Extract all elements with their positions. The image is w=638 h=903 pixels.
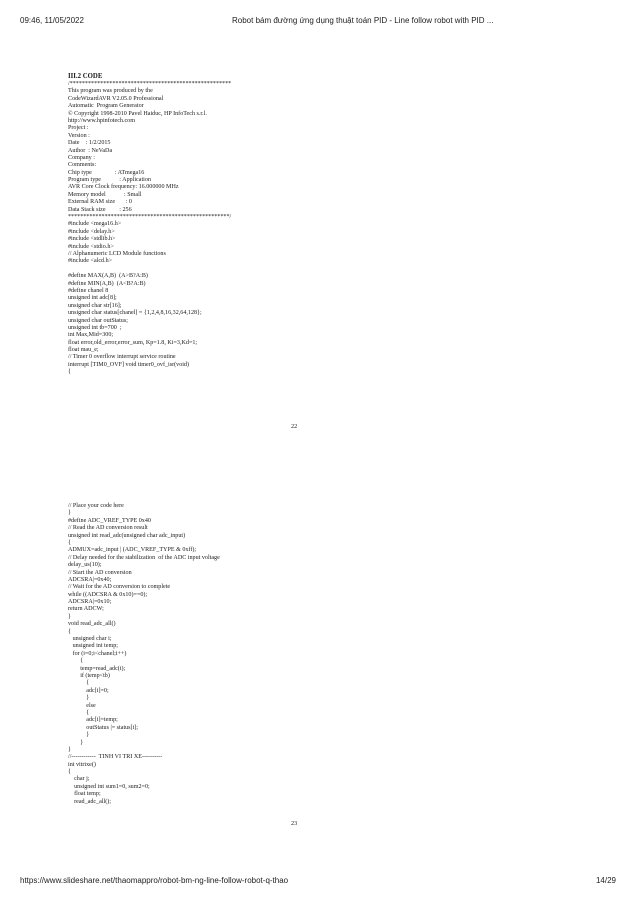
code-line: temp=read_adc(i); [68,665,126,672]
code-line: #include <alcd.h> [68,258,113,265]
code-line: #define MAX(A,B) (A>B?A:B) [68,273,148,280]
code-block [68,503,608,806]
code-line: unsigned char status[chanel] = {1,2,4,8,16,32,64,128}; [68,310,202,317]
code-line: #define MIN(A,B) (A<B?A:B) [68,280,146,287]
code-line: Program type : Application [68,177,151,184]
code-line: } [68,695,90,702]
code-line: CodeWizardAVR V2.05.0 Professional [68,95,164,102]
code-line: Data Stack size : 256 [68,206,132,213]
code-line: unsigned int temp; [68,643,118,650]
code-line: unsigned int sum1=0, sum2=0; [68,783,150,790]
print-timestamp: 09:46, 11/05/2022 [20,16,84,25]
code-line: #define ADC_VREF_TYPE 0x40 [68,517,151,524]
code-line: interrupt [TIM0_OVF] void timer0_ovf_isr(void) [68,361,190,368]
document-page-23 [68,503,608,806]
code-line: return ADCW; [68,606,104,613]
code-line: } [68,746,71,753]
code-block [68,81,608,377]
code-line: unsigned char outStatus; [68,317,128,324]
print-page-counter: 14/29 [595,876,616,885]
code-line: AVR Core Clock frequency: 16.000000 MHz [68,184,179,191]
code-line: This program was produced by the [68,88,153,95]
document-page-22 [68,73,608,377]
code-line: for (i=0;i<chanel;i++) [68,650,127,657]
code-line: Project : [68,125,89,132]
code-line: { [68,658,84,665]
code-line: unsigned int adc[8]; [68,295,117,302]
code-line: // Start the AD conversion [68,569,132,576]
code-line: Company : [68,154,95,161]
code-line: #define chanel 8 [68,287,109,294]
document-title: Robot bám đường ứng dụng thuật toán PID - Line follow robot with PID ... [232,16,494,25]
code-line: int Max,Mid=300; [68,332,114,339]
source-url-link[interactable]: https://www.slideshare.net/thaomappro/robot-bm-ng-line-follow-robot-q-thao [20,876,289,885]
code-line: Chip type : ATmega16 [68,169,145,176]
code-line: } [68,613,71,620]
code-line: http://www.hpinfotech.com [68,117,135,124]
code-line: #include <mega16.h> [68,221,122,228]
code-line: } [68,510,71,517]
code-line: } [68,732,90,739]
code-line: float mau_e; [68,347,99,354]
code-line: { [68,539,71,546]
code-line: Automatic Program Generator [68,103,144,110]
code-line: Date : 1/2/2015 [68,140,111,147]
code-line: char j; [68,776,90,783]
code-line: External RAM size : 0 [68,199,132,206]
code-line: { [68,628,71,635]
code-line: { [68,769,71,776]
code-line: // Timer 0 overflow interrupt service routine [68,354,176,361]
section-title: III.2 CODE [68,73,103,80]
code-line: Version : [68,132,90,139]
code-line: unsigned char str[16]; [68,302,122,309]
browser-print-header [0,0,638,36]
code-line: #include <stdio.h> [68,243,114,250]
code-line: © Copyright 1998-2010 Pavel Haiduc, HP InfoTech s.r.l. [68,110,207,117]
code-line: delay_us(10); [68,562,102,569]
code-line: adc[i]=temp; [68,717,118,724]
code-line: // Delay needed for the stabilization of the ADC input voltage [68,554,220,561]
browser-print-footer [0,872,638,892]
code-line: int vitrixe() [68,761,96,768]
code-line: // Read the AD conversion result [68,525,148,532]
code-line: unsigned int tb=700 ; [68,324,122,331]
code-line: /***************************************************** [68,81,232,87]
code-line: *****************************************************/ [68,214,232,221]
code-line: // Wait for the AD conversion to complete [68,584,171,591]
code-line: adc[i]=0; [68,687,109,694]
code-line: Comments: [68,162,97,169]
page-number: 22 [291,423,298,430]
code-line: //------------ TINH VI TRI XE---------- [68,754,163,761]
code-line: ADCSRA|=0x10; [68,599,112,606]
page-number: 23 [291,820,298,827]
code-line: else [68,702,96,709]
code-line [68,266,608,273]
code-line: { [68,680,90,687]
code-line: if (temp<tb) [68,672,110,679]
code-line: outStatus |= status[i]; [68,724,138,731]
code-line: unsigned char i; [68,636,112,643]
code-line: ADCSRA|=0x40; [68,576,112,583]
code-line: Author : NeVaDa [68,147,113,154]
code-line: ADMUX=adc_input | (ADC_VREF_TYPE & 0xff); [68,547,197,554]
code-line: float temp; [68,791,101,798]
code-line: } [68,739,84,746]
code-line: { [68,369,71,376]
code-line: { [68,709,90,716]
code-line: #include <stdlib.h> [68,236,116,243]
code-line: read_adc_all(); [68,798,111,805]
code-line: while ((ADCSRA & 0x10)==0); [68,591,148,598]
code-line: unsigned int read_adc(unsigned char adc_input) [68,532,186,539]
code-line: void read_adc_all() [68,621,116,628]
code-line: // Place your code here [68,503,124,509]
code-line: Memory model : Small [68,191,142,198]
code-line: // Alphanumeric LCD Module functions [68,250,166,257]
code-line: float error,old_error,error_sum, Kp=1.8, Ki=3,Kd=1; [68,339,198,346]
code-line: #include <delay.h> [68,228,115,235]
